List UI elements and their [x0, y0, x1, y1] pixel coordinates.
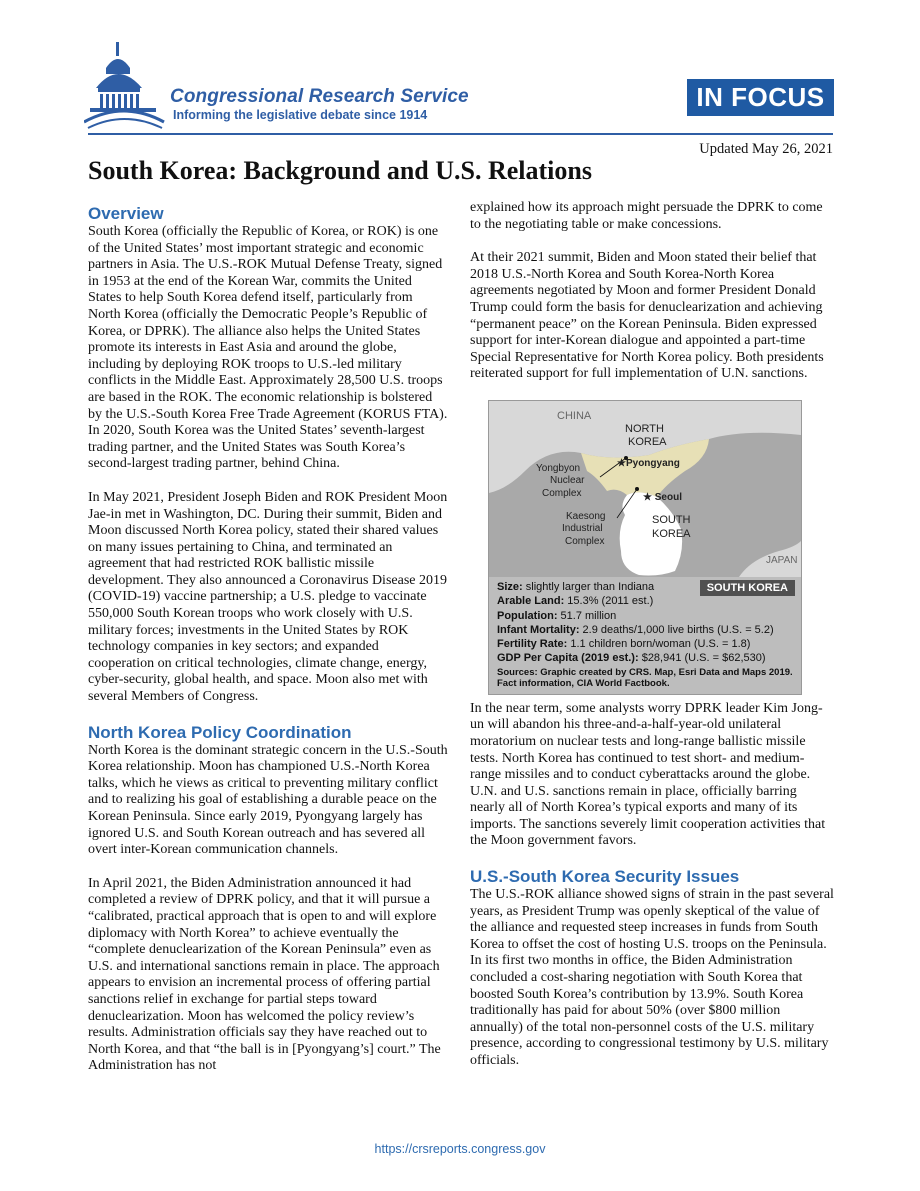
footer-url[interactable]: https://crsreports.congress.gov	[374, 1142, 546, 1156]
yongbyon-label-2: Nuclear	[550, 474, 585, 486]
fact-size: Size: slightly larger than Indiana	[497, 580, 655, 593]
nk-policy-paragraph-1: North Korea is the dominant strategic concern in the U.S.-South Korea relationship. Moon has championed U.S.-North Korea talks, which he views as critical to preventing military conflict and to realizing his goal of establishing a durable peace on the Korean Peninsula. Since early 2019, Pyongyang largely has ignored U.S. and South Korean outreach and has severed all overt inter-Korean communication channels.	[88, 742, 448, 858]
nk-policy-paragraph-5: In the near term, some analysts worry DPRK leader Kim Jong-un will abandon his three-and-a-half-year-old unilateral moratorium on nuclear tests and long-range ballistic missile tests. North Korea has continued to test short- and medium-range missiles and to conduct cyberattacks around the globe. U.N. and U.S. sanctions remain in place, officially barring nearly all of North Korea’s typical exports and many of its imports. The sanctions severely limit cooperation activities that the Moon government favors.	[470, 700, 826, 849]
fact-population: Population: 51.7 million	[497, 609, 617, 622]
overview-paragraph-2: In May 2021, President Joseph Biden and ROK President Moon Jae-in met in Washington, DC. During their summit, Biden and Moon discussed North Korea policy, stated their shared values on many issues pertaining to China, and terminated an agreement that had restricted ROK ballistic missile development. They also announced a Coronavirus Disease 2019 (COVID-19) vaccine partnership; a U.S. pledge to vaccinate 550,000 South Korean troops who work closely with U.S. military forces; investments in the United States by ROK technology companies in key sectors; and expanded cooperation on critical technologies, climate change, energy, cyber-security, global health, and space. Moon also met with several Members of Congress.	[88, 489, 448, 705]
fact-fertility-rate: Fertility Rate: 1.1 children born/woman (U.S. = 1.8)	[497, 638, 751, 651]
country-facts-box	[489, 577, 801, 694]
updated-date: Updated May 26, 2021	[699, 141, 833, 157]
south-korea-badge: SOUTH KOREA	[700, 580, 795, 596]
japan-label: JAPAN	[766, 554, 798, 566]
capitol-dome-logo	[84, 38, 168, 130]
north-korea-label-2: KOREA	[628, 435, 667, 448]
security-heading: U.S.-South Korea Security Issues	[470, 867, 740, 887]
nk-policy-paragraph-2: In April 2021, the Biden Administration announced it had completed a review of DPRK policy, and that it will pursue a “calibrated, practical approach that is open to and will explore diplomacy with North Korea” to achieve eventually the “complete denuclearization of the Korean Peninsula” even as U.S. and international sanctions remain in place. The approach appears to envision an incremental process of offering partial sanctions relief in exchange for partial steps toward denuclearization. Moon has welcomed the policy review’s results. Administration officials say they have reached out to North Korea, and that “the ball is in [Pyongyang’s] court.” The Administration has not	[88, 875, 441, 1074]
korea-map-figure	[488, 400, 802, 695]
org-tagline: Informing the legislative debate since 1914	[173, 108, 428, 122]
security-paragraph-1: The U.S.-ROK alliance showed signs of strain in the past several years, as President Trump was openly skeptical of the value of the alliance and requested steep increases in funds from South Korea to offset the cost of hosting U.S. troops on the Peninsula. In its first two months in office, the Biden Administration concluded a cost-sharing negotiation with South Korea that boosted South Korea’s contribution by 13.9%. South Korea traditionally has paid for about 50% (over $800 million annually) of the total non-personnel costs of the U.S. military presence, according to congressional testimony by U.S. military officials.	[470, 887, 834, 1068]
fact-arable-land: Arable Land: 15.3% (2011 est.)	[497, 595, 654, 608]
seoul-label: ★ Seoul	[643, 491, 682, 503]
left-column	[88, 200, 448, 1092]
fact-infant-mortality: Infant Mortality: 2.9 deaths/1,000 live births (U.S. = 5.2)	[497, 623, 774, 636]
overview-heading: Overview	[88, 204, 164, 223]
pyongyang-label: ★Pyongyang	[617, 457, 680, 469]
report-header	[0, 0, 920, 160]
nk-policy-heading: North Korea Policy Coordination	[88, 722, 352, 742]
south-korea-label-1: SOUTH	[652, 513, 691, 526]
kaesong-label-1: Kaesong	[566, 510, 606, 522]
header-rule	[88, 133, 833, 135]
fact-gdp-per-capita: GDP Per Capita (2019 est.): $28,941 (U.S. = $62,530)	[497, 652, 766, 665]
overview-paragraph-1: South Korea (officially the Republic of Korea, or ROK) is one of the United States’ most important strategic and economic partners in Asia. The U.S.-ROK Mutual Defense Treaty, signed in 1953 at the end of the Korean War, commits the United States to help South Korea defend itself, particularly from North Korea (officially the Democratic People’s Republic of Korea, or DPRK). The alliance also helps the United States promote its interests in East Asia and around the globe, including by deploying ROK troops to U.S.-led military conflicts in the Middle East. Approximately 28,500 U.S. troops are based in the ROK. The economic relationship is bolstered by the U.S.-South Korea Free Trade Agreement (KORUS FTA). In 2020, South Korea was the United States’ seventh-largest trading partner, and the United States was South Korea’s second-largest trading partner, behind China.	[88, 224, 448, 472]
nk-policy-paragraph-4: At their 2021 summit, Biden and Moon stated their belief that 2018 U.S.-North Korea and South Korea-North Korea agreements negotiated by Moon and former President Donald Trump could form the basis for denuclearization and achieving “permanent peace” on the Korean Peninsula. Biden expressed support for inter-Korean dialogue and appointed a part-time Special Representative for North Korea policy. Both presidents reiterated support for full implementation of U.N. sanctions.	[470, 250, 824, 382]
south-korea-label-2: KOREA	[652, 527, 691, 540]
page-title: South Korea: Background and U.S. Relations	[88, 156, 592, 185]
china-label: CHINA	[557, 409, 592, 422]
map-sources: Sources: Graphic created by CRS. Map, Esri Data and Maps 2019. Fact information, CIA World Factbook.	[497, 666, 793, 690]
in-focus-badge: IN FOCUS	[687, 79, 834, 116]
nk-policy-paragraph-3: explained how its approach might persuade the DPRK to come to the negotiating table or make concessions.	[470, 200, 823, 232]
org-name: Congressional Research Service	[170, 86, 469, 107]
korea-map	[489, 401, 801, 577]
kaesong-label-2: Industrial	[562, 522, 603, 534]
right-column	[470, 200, 834, 1087]
yongbyon-label-1: Yongbyon	[536, 462, 581, 474]
yongbyon-label-3: Complex	[542, 487, 582, 499]
north-korea-label-1: NORTH	[625, 422, 664, 435]
kaesong-label-3: Complex	[565, 535, 605, 547]
